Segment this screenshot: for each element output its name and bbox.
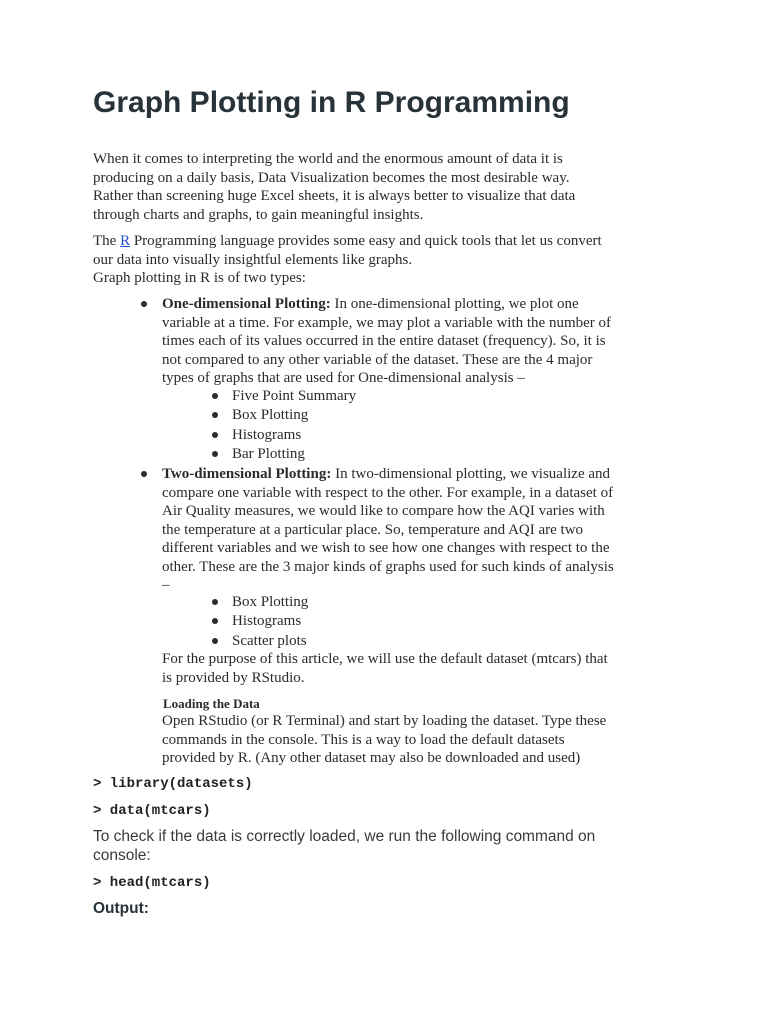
text-line: commands in the console. This is a way to load the default datasets: [162, 731, 565, 748]
text-line: When it comes to interpreting the world and the enormous amount of data it is: [93, 151, 563, 167]
bullet-title: One-dimensional Plotting:: [162, 296, 331, 312]
list-item: [232, 612, 308, 631]
bullet-disc-icon: [212, 412, 218, 418]
text-line: provided by R. (Any other dataset may also be downloaded and used): [162, 750, 581, 766]
text-fragment: In two-dimensional plotting, we visualize and: [331, 466, 611, 482]
text-fragment: Programming language provides some easy and quick tools that let us convert: [130, 233, 602, 249]
text-line: not compared to any other variable of the dataset. These are the 4 major: [162, 351, 593, 368]
list-item-label: Scatter plots: [232, 632, 307, 649]
text-line: [93, 232, 703, 251]
code-line-library: > library(datasets): [93, 776, 253, 792]
text-line: console:: [93, 846, 151, 864]
bullet-disc-icon: [212, 638, 218, 644]
list-item-label: Five Point Summary: [232, 388, 357, 404]
bullet-disc-icon: [212, 599, 218, 605]
list-item: [232, 593, 308, 612]
list-item-label: Histograms: [232, 613, 302, 630]
list-item-label: Box Plotting: [232, 594, 309, 610]
text-line: For the purpose of this article, we will use the default dataset (mtcars) that: [162, 651, 608, 667]
text-line: To check if the data is correctly loaded, we run the following command on: [93, 828, 596, 845]
two-dimensional-graph-types: [232, 593, 308, 651]
bullet-title: Two-dimensional Plotting:: [162, 466, 332, 482]
text-line: –: [162, 577, 170, 593]
list-item: [232, 445, 356, 464]
loading-paragraph: [162, 712, 682, 768]
bullet-disc-icon: [212, 451, 218, 457]
list-item-label: Bar Plotting: [232, 445, 305, 462]
text-line: the temperature at a particular place. So, temperature and AQI are two: [162, 521, 584, 538]
text-fragment: In one-dimensional plotting, we plot one: [330, 296, 579, 312]
loading-data-heading: Loading the Data: [163, 696, 260, 711]
page-title: Graph Plotting in R Programming: [93, 86, 570, 119]
r-language-link[interactable]: R: [120, 233, 131, 249]
list-item: [232, 632, 308, 651]
text-line: variable at a time. For example, we may plot a variable with the number of: [162, 314, 612, 331]
one-dimensional-graph-types: [232, 387, 356, 464]
tools-paragraph: [93, 232, 703, 288]
text-line: producing on a daily basis, Data Visualization becomes the most desirable way.: [93, 169, 570, 186]
text-line: Graph plotting in R is of two types:: [93, 270, 306, 286]
list-item: [232, 426, 356, 445]
text-line: Rather than screening huge Excel sheets, it is always better to visualize that data: [93, 188, 576, 204]
text-line: different variables and we wish to see how one changes with respect to the: [162, 540, 610, 556]
text-fragment: The: [93, 233, 121, 249]
text-line: types of graphs that are used for One-dimensional analysis –: [162, 370, 525, 386]
text-line: our data into visually insightful elements like graphs.: [93, 251, 413, 268]
check-paragraph: [93, 828, 693, 865]
text-line: Air Quality measures, we would like to compare how the AQI varies with: [162, 503, 605, 519]
intro-paragraph: [93, 150, 693, 224]
bullet-disc-icon: [212, 432, 218, 438]
text-line: times each of its values occurred in the entire dataset (frequency). So, it is: [162, 333, 606, 349]
code-line-data: > data(mtcars): [93, 803, 211, 819]
text-line: is provided by RStudio.: [162, 669, 305, 686]
list-item: [232, 387, 356, 406]
bullet-one-dimensional: [162, 295, 682, 388]
text-line: Open RStudio (or R Terminal) and start by loading the dataset. Type these: [162, 713, 607, 729]
text-line: through charts and graphs, to gain meaningful insights.: [93, 206, 424, 223]
text-line: [162, 465, 682, 484]
bullet-disc-icon: [141, 301, 147, 307]
dataset-paragraph: [162, 650, 682, 687]
text-line: compare one variable with respect to the other. For example, in a dataset of: [162, 484, 614, 501]
text-line: other. These are the 3 major kinds of graphs used for such kinds of analysis: [162, 558, 614, 575]
list-item-label: Box Plotting: [232, 407, 309, 424]
list-item-label: Histograms: [232, 426, 302, 443]
bullet-disc-icon: [212, 618, 218, 624]
output-label: Output:: [93, 900, 149, 917]
text-line: [162, 295, 682, 314]
bullet-disc-icon: [141, 471, 147, 477]
list-item: [232, 406, 356, 425]
bullet-two-dimensional: [162, 465, 682, 595]
code-line-head: > head(mtcars): [93, 875, 211, 891]
bullet-disc-icon: [212, 393, 218, 399]
